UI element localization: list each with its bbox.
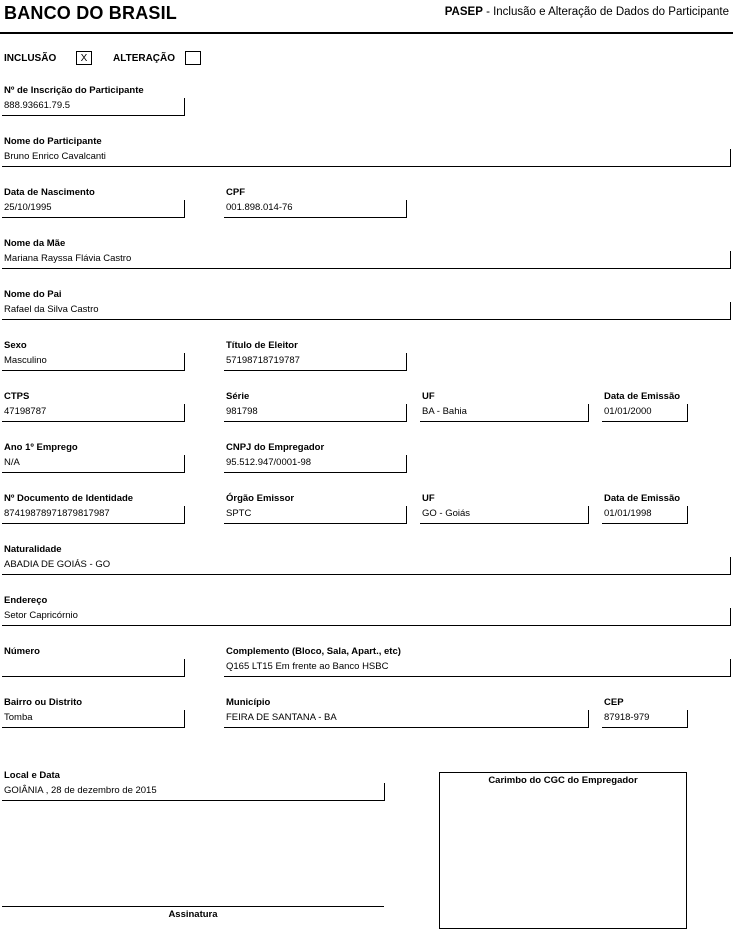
sexo-label: Sexo xyxy=(4,340,27,351)
nome-label: Nome do Participante xyxy=(4,136,102,147)
numero-label: Número xyxy=(4,646,40,657)
mae-label: Nome da Mãe xyxy=(4,238,66,249)
signature-label: Assinatura xyxy=(168,909,218,920)
ano-emprego-value: N/A xyxy=(4,457,20,468)
employer-stamp-title: Carimbo do CGC do Empregador xyxy=(488,775,638,786)
uf-id-label: UF xyxy=(422,493,435,504)
uf-ctps-value: BA - Bahia xyxy=(422,406,467,417)
document-title xyxy=(445,6,729,18)
municipio-value: FEIRA DE SANTANA - BA xyxy=(226,712,337,723)
local-data-label: Local e Data xyxy=(4,770,60,781)
ano-emprego-field[interactable] xyxy=(2,455,185,473)
endereco-value: Setor Capricórnio xyxy=(4,610,78,621)
titulo-value: 57198718719787 xyxy=(226,355,300,366)
orgao-value: SPTC xyxy=(226,508,252,519)
emissao-id-label: Data de Emissão xyxy=(604,493,681,504)
nascimento-label: Data de Nascimento xyxy=(4,187,95,198)
nascimento-value: 25/10/1995 xyxy=(4,202,52,213)
doc-id-value: 87419878971879817987 xyxy=(4,508,110,519)
inscricao-label: Nº de Inscrição do Participante xyxy=(4,85,144,96)
municipio-label: Município xyxy=(226,697,271,708)
serie-value: 981798 xyxy=(226,406,258,417)
employer-stamp-box xyxy=(439,772,687,929)
alteracao-checkbox[interactable] xyxy=(185,51,201,65)
document-title-bold: PASEP xyxy=(444,6,483,18)
document-title-rest: - Inclusão e Alteração de Dados do Participante xyxy=(482,6,729,18)
ctps-label: CTPS xyxy=(4,391,30,402)
bank-name: BANCO DO BRASIL xyxy=(4,3,177,23)
pai-field[interactable] xyxy=(2,302,731,320)
inclusao-checkbox[interactable]: X xyxy=(76,51,92,65)
uf-ctps-label: UF xyxy=(422,391,435,402)
mae-value: Mariana Rayssa Flávia Castro xyxy=(4,253,132,264)
orgao-label: Órgão Emissor xyxy=(226,493,295,504)
inclusao-label: INCLUSÃO xyxy=(4,53,57,64)
emissao-ctps-value: 01/01/2000 xyxy=(604,406,652,417)
cpf-value: 001.898.014-76 xyxy=(226,202,293,213)
nome-field[interactable] xyxy=(2,149,731,167)
bairro-label: Bairro ou Distrito xyxy=(4,697,83,708)
complemento-value: Q165 LT15 Em frente ao Banco HSBC xyxy=(226,661,389,672)
orgao-field[interactable] xyxy=(224,506,407,524)
cnpj-value: 95.512.947/0001-98 xyxy=(226,457,312,468)
ano-emprego-label: Ano 1º Emprego xyxy=(4,442,78,453)
pai-value: Rafael da Silva Castro xyxy=(4,304,99,315)
pai-label: Nome do Pai xyxy=(4,289,62,300)
signature-line[interactable] xyxy=(2,906,384,907)
serie-label: Série xyxy=(226,391,250,402)
numero-field[interactable] xyxy=(2,659,185,677)
endereco-label: Endereço xyxy=(4,595,48,606)
titulo-label: Título de Eleitor xyxy=(226,340,298,351)
cep-value: 87918-979 xyxy=(604,712,650,723)
cnpj-label: CNPJ do Empregador xyxy=(226,442,325,453)
emissao-id-value: 01/01/1998 xyxy=(604,508,652,519)
endereco-field[interactable] xyxy=(2,608,731,626)
inscricao-value: 888.93661.79.5 xyxy=(4,100,71,111)
sexo-value: Masculino xyxy=(4,355,47,366)
naturalidade-value: ABADIA DE GOIÁS - GO xyxy=(4,559,111,570)
nome-value: Bruno Enrico Cavalcanti xyxy=(4,151,106,162)
bairro-value: Tomba xyxy=(4,712,33,723)
doc-id-label: Nº Documento de Identidade xyxy=(4,493,134,504)
cpf-label: CPF xyxy=(226,187,245,198)
local-data-value: GOIÂNIA , 28 de dezembro de 2015 xyxy=(4,785,157,796)
naturalidade-field[interactable] xyxy=(2,557,731,575)
uf-id-value: GO - Goiás xyxy=(422,508,471,519)
alteracao-label: ALTERAÇÃO xyxy=(113,53,176,64)
header-divider xyxy=(0,32,733,34)
cep-label: CEP xyxy=(604,697,624,708)
naturalidade-label: Naturalidade xyxy=(4,544,62,555)
ctps-value: 47198787 xyxy=(4,406,47,417)
emissao-ctps-label: Data de Emissão xyxy=(604,391,681,402)
complemento-label: Complemento (Bloco, Sala, Apart., etc) xyxy=(226,646,401,657)
